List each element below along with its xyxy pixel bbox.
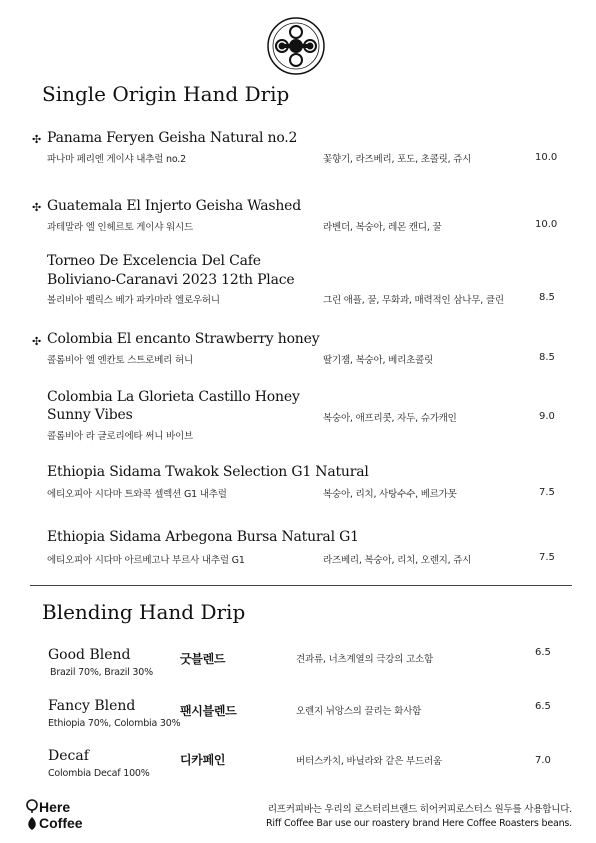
item-korean-name: 과테말라 엘 인헤르토 게이샤 워시드 [47, 222, 193, 233]
item-korean-name: 볼리비아 펠릭스 베가 파카마라 엘로우허니 [47, 295, 220, 306]
item-price: 8.5 [539, 292, 555, 303]
brand-line-2: Coffee [39, 815, 83, 831]
item-korean-name: 콜롬비아 엘 엔칸토 스트로베리 허니 [47, 355, 193, 366]
blend-tasting-notes: 버터스카치, 바닐라와 같은 부드러움 [296, 756, 442, 767]
item-price: 7.5 [539, 552, 555, 563]
four-petal-flower-icon: ✣ [32, 133, 42, 146]
blend-korean-name: 디카페인 [180, 753, 226, 767]
four-petal-flower-icon: ✣ [32, 335, 42, 348]
item-name: Panama Feryen Geisha Natural no.2 [47, 130, 298, 146]
item-price: 7.5 [539, 487, 555, 498]
item-korean-name: 콜롬비아 라 글로리에타 써니 바이브 [47, 431, 193, 442]
here-coffee-location-pin-icon [25, 798, 39, 832]
item-name: Guatemala El Injerto Geisha Washed [47, 198, 301, 214]
item-tasting-notes: 라즈베리, 복숭아, 리치, 오렌지, 쥬시 [323, 555, 472, 566]
item-tasting-notes: 그린 애플, 꿀, 무화과, 매력적인 삼나무, 클린 [323, 295, 504, 306]
blend-tasting-notes: 오렌지 뉘앙스의 끌리는 화사함 [296, 706, 422, 717]
item-name: Colombia El encanto Strawberry honey [47, 331, 320, 347]
blend-price: 6.5 [535, 701, 551, 712]
brand-line-1: Here [39, 799, 71, 815]
item-name-line2: Boliviano-Caranavi 2023 12th Place [47, 272, 295, 288]
item-tasting-notes: 복숭아, 애프리콧, 자두, 슈가캐인 [323, 413, 457, 424]
blend-name: Good Blend [48, 647, 131, 663]
blending-section-title: Blending Hand Drip [42, 600, 246, 624]
blend-origin: Brazil 70%, Brazil 30% [50, 667, 153, 678]
blend-origin: Colombia Decaf 100% [48, 768, 150, 779]
item-price: 10.0 [535, 219, 558, 230]
item-tasting-notes: 꽃향기, 라즈베리, 포도, 초콜릿, 쥬시 [323, 154, 472, 165]
item-korean-name: 에티오피아 시다마 아르베고나 부르사 내추럴 G1 [47, 555, 245, 566]
single-origin-section-title: Single Origin Hand Drip [42, 82, 290, 106]
item-price: 10.0 [535, 152, 558, 163]
footer-note-korean: 리프커피바는 우리의 로스터리브랜드 히어커피로스터스 원두를 사용합니다. [267, 804, 572, 815]
blend-price: 7.0 [535, 755, 551, 766]
blend-korean-name: 팬시블렌드 [180, 704, 237, 718]
item-korean-name: 파나마 페리엔 게이샤 내추럴 no.2 [47, 154, 186, 165]
blend-korean-name: 굿블렌드 [180, 652, 226, 666]
item-price: 9.0 [539, 411, 555, 422]
item-price: 8.5 [539, 352, 555, 363]
blend-name: Decaf [48, 748, 89, 764]
item-korean-name: 에티오피아 시다마 트와콕 셀렉션 G1 내추럴 [47, 489, 227, 500]
item-name: Torneo De Excelencia Del Cafe [47, 253, 261, 269]
item-name: Ethiopia Sidama Arbegona Bursa Natural G1 [47, 529, 359, 545]
blend-origin: Ethiopia 70%, Colombia 30% [48, 718, 181, 729]
item-tasting-notes: 딸기잼, 복숭아, 베리초콜릿 [323, 355, 434, 366]
item-name: Ethiopia Sidama Twakok Selection G1 Natural [47, 464, 369, 480]
footer-note-english: Riff Coffee Bar use our roastery brand Here Coffee Roasters beans. [266, 818, 572, 829]
riff-coffee-emblem-icon [266, 16, 326, 76]
blend-name: Fancy Blend [48, 698, 136, 714]
item-tasting-notes: 라벤더, 복숭아, 레몬 캔디, 꿀 [323, 222, 442, 233]
item-name: Colombia La Glorieta Castillo Honey [47, 389, 300, 405]
blend-price: 6.5 [535, 647, 551, 658]
blend-tasting-notes: 견과류, 너츠계열의 극강의 고소함 [296, 654, 433, 665]
item-name-line2: Sunny Vibes [47, 407, 133, 423]
section-divider [30, 585, 572, 586]
item-tasting-notes: 복숭아, 리치, 사탕수수, 베르가못 [323, 489, 457, 500]
four-petal-flower-icon: ✣ [32, 201, 42, 214]
